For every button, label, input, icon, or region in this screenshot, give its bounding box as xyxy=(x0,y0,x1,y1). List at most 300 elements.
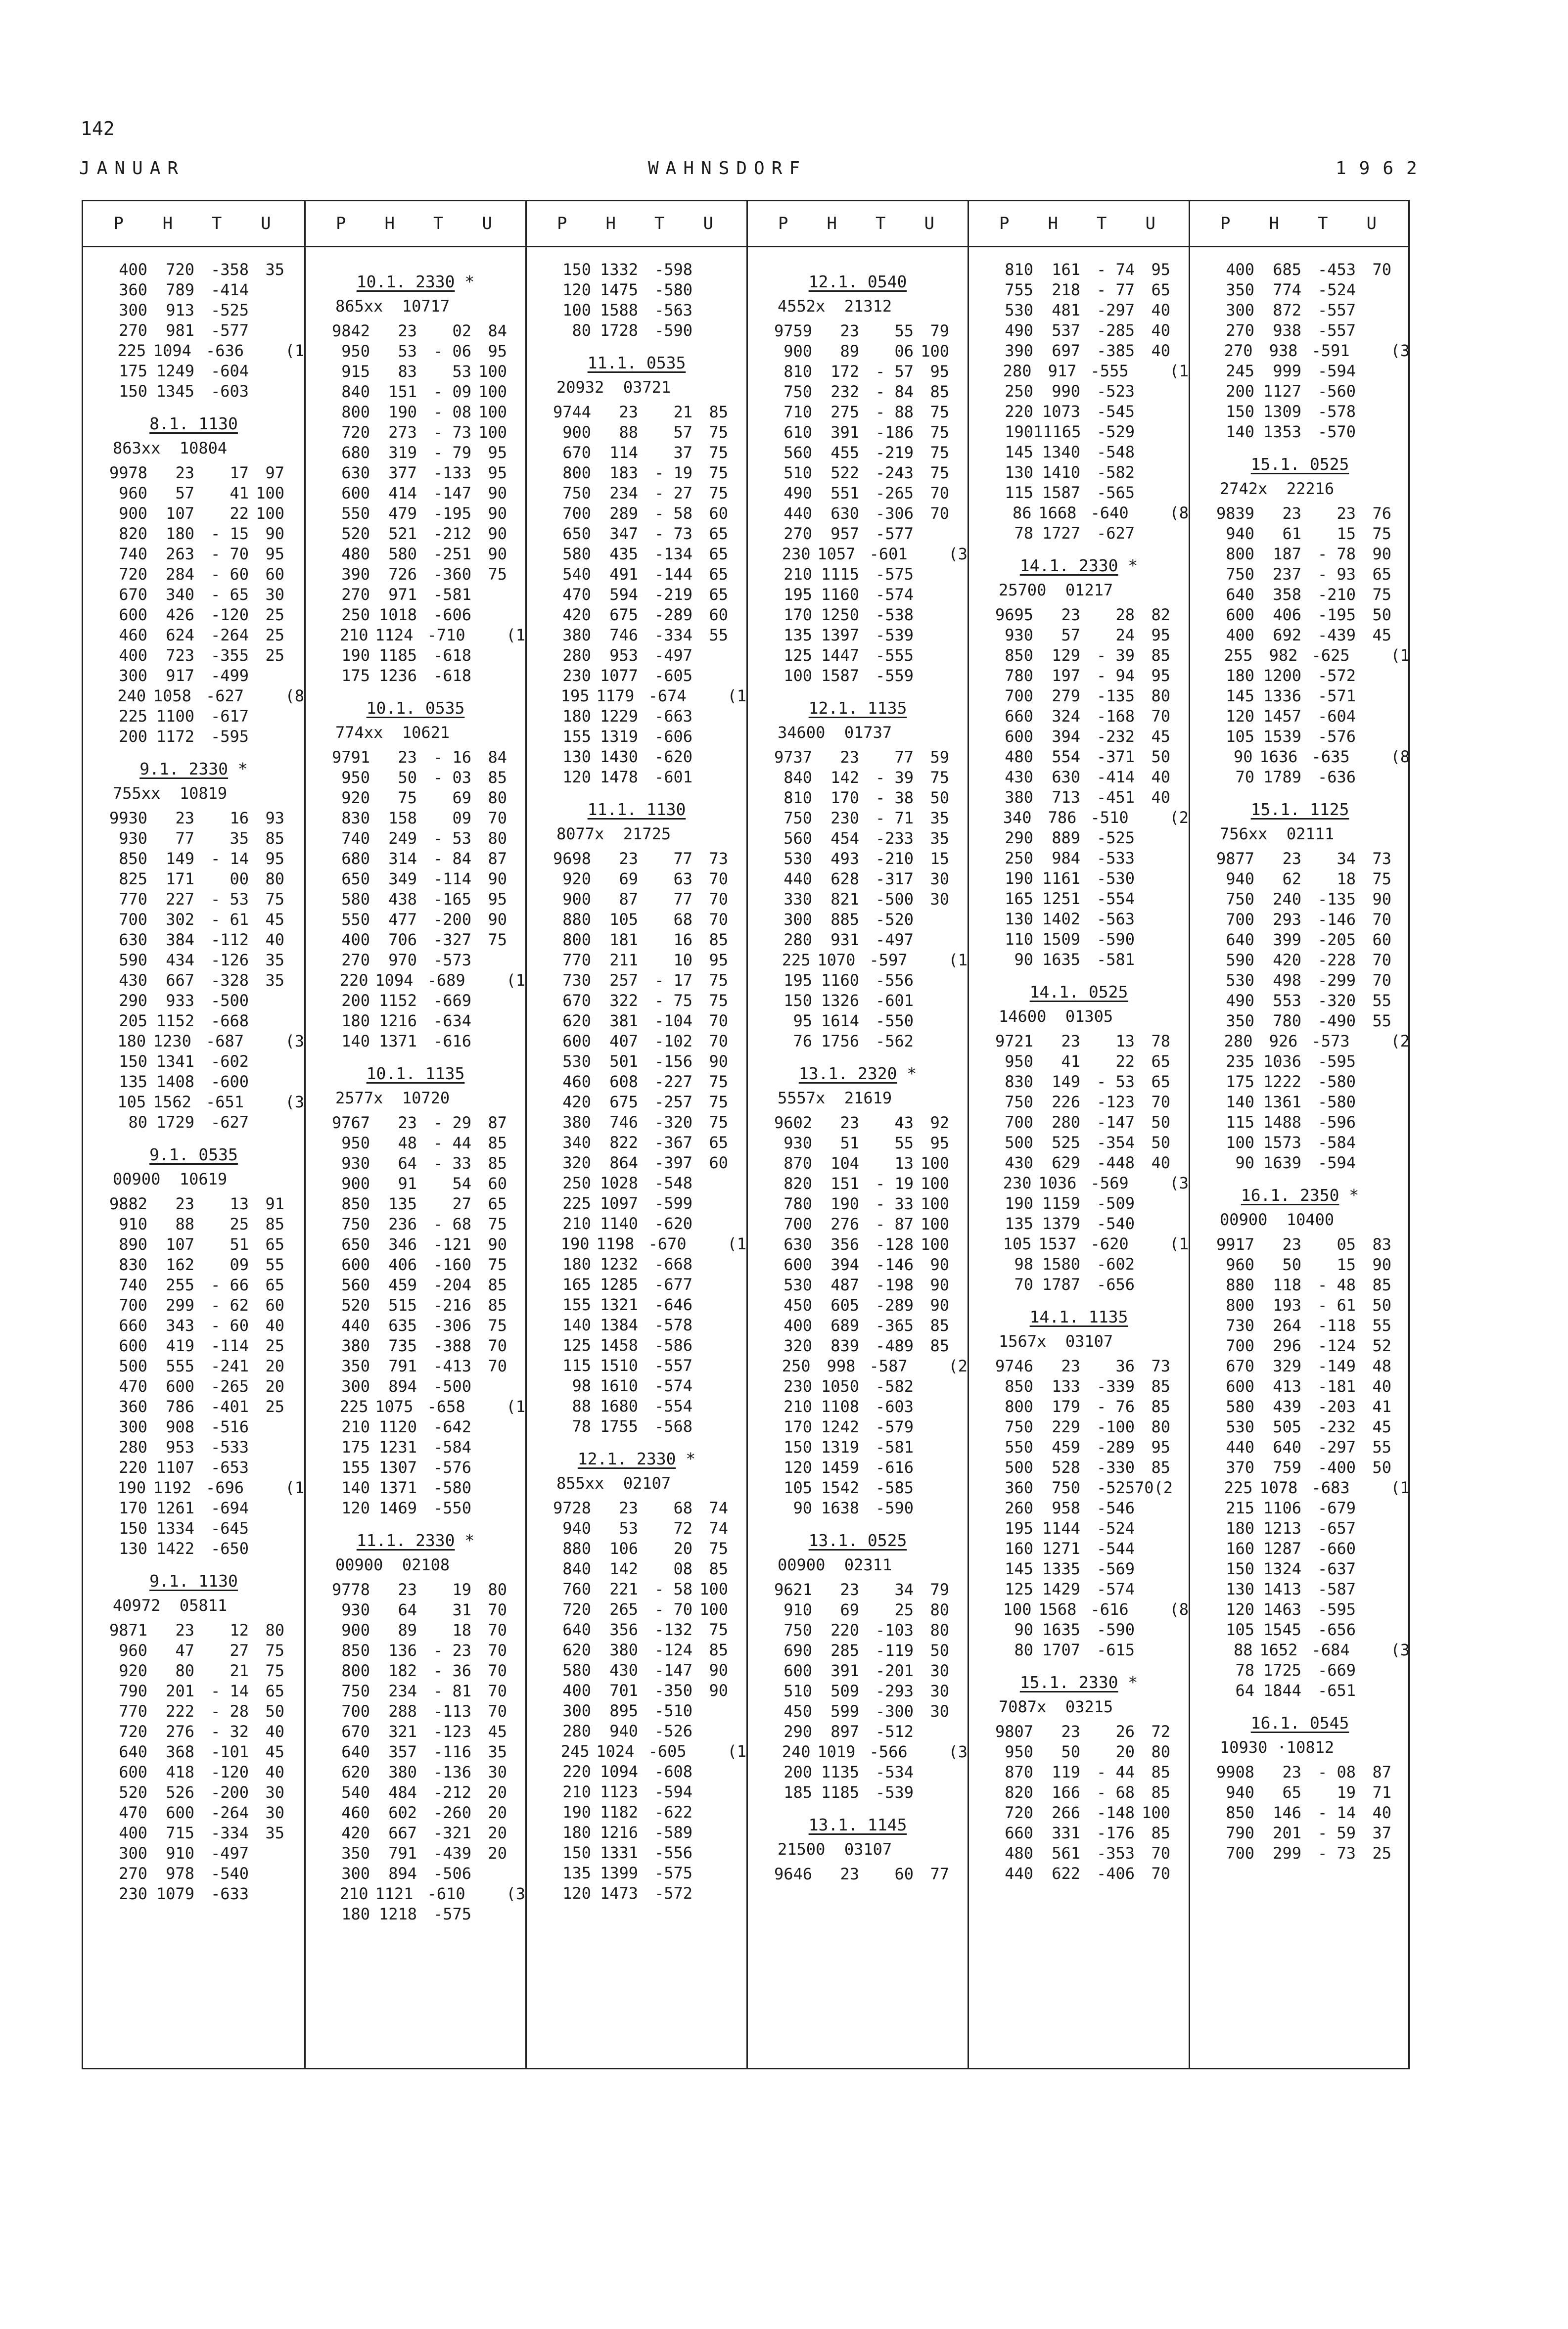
table-row xyxy=(969,909,1189,929)
table-row xyxy=(306,1031,525,1051)
cell-u: 50 xyxy=(1151,1112,1170,1132)
table-row xyxy=(969,421,1189,442)
table-row xyxy=(1190,665,1410,685)
cell-u: 65 xyxy=(709,524,728,543)
cell-h: 23 xyxy=(1061,1356,1080,1375)
header-month: JANUAR xyxy=(79,158,185,179)
cell-h: 1161 xyxy=(1042,868,1080,888)
column-header xyxy=(527,201,746,247)
footnote-marker: (1 xyxy=(506,625,525,644)
cell-p: 670 xyxy=(1226,1356,1254,1375)
cell-h: 1307 xyxy=(378,1458,417,1477)
cell-h: 106 xyxy=(609,1539,638,1558)
cell-p: 200 xyxy=(119,727,147,746)
cell-p: 620 xyxy=(562,1640,591,1659)
cell-t: -124 xyxy=(654,1640,692,1659)
cell-p: 270 xyxy=(341,950,370,969)
table-row xyxy=(969,1152,1189,1173)
star-marker: * xyxy=(455,1531,475,1550)
cell-u: 75 xyxy=(488,1255,507,1274)
cell-h: 459 xyxy=(1052,1437,1080,1457)
cell-h: 285 xyxy=(830,1641,859,1660)
cell-t: 06 xyxy=(894,341,914,361)
cell-t: -563 xyxy=(1096,909,1135,928)
cell-h: 377 xyxy=(388,463,417,482)
column-label: T xyxy=(211,214,222,233)
table-row xyxy=(969,259,1189,279)
table-row xyxy=(527,1010,746,1031)
cell-p: 420 xyxy=(341,1823,370,1842)
cell-h: 430 xyxy=(609,1660,638,1680)
cell-u: 20 xyxy=(488,1782,507,1802)
table-row xyxy=(83,523,304,544)
cell-h: 107 xyxy=(166,1234,194,1254)
sounding-code: 20932 03721 xyxy=(556,378,671,397)
table-row xyxy=(527,1842,746,1863)
cell-u: 74 xyxy=(709,1518,728,1538)
cell-h: 1019 xyxy=(817,1742,856,1761)
cell-t: -565 xyxy=(1096,483,1135,502)
cell-h: 1070 xyxy=(817,950,856,969)
cell-t: -595 xyxy=(1317,1051,1356,1071)
cell-p: 460 xyxy=(562,1072,591,1091)
cell-p: 175 xyxy=(119,361,147,380)
cell-u: 65 xyxy=(265,1275,284,1294)
cell-t: 77 xyxy=(673,849,692,868)
cell-p: 940 xyxy=(1226,869,1254,888)
cell-p: 300 xyxy=(1226,300,1254,320)
cell-p: 195 xyxy=(560,686,590,705)
sounding-header xyxy=(1190,442,1410,503)
cell-t: -300 xyxy=(875,1701,914,1721)
cell-u: 75 xyxy=(488,930,507,949)
cell-p: 760 xyxy=(562,1579,591,1598)
cell-p: 150 xyxy=(784,1437,812,1457)
cell-p: 700 xyxy=(341,1701,370,1721)
sounding-date-time: 11.1. 1130 xyxy=(587,800,686,819)
cell-p: 140 xyxy=(1226,1092,1254,1111)
cell-t: -539 xyxy=(875,1782,914,1802)
cell-p: 210 xyxy=(562,1214,591,1233)
cell-u: 85 xyxy=(488,1295,507,1315)
table-row xyxy=(306,1741,525,1762)
cell-u: 35 xyxy=(265,950,284,969)
cell-t: -590 xyxy=(1096,929,1135,949)
cell-p: 175 xyxy=(1226,1072,1254,1091)
table-row xyxy=(527,1619,746,1640)
footnote-marker: (1 xyxy=(285,1478,304,1497)
cell-p: 600 xyxy=(1005,727,1033,746)
cell-t: - 77 xyxy=(1096,280,1135,299)
cell-h: 1413 xyxy=(1263,1579,1301,1598)
cell-u: 75 xyxy=(709,443,728,462)
cell-p: 490 xyxy=(1005,320,1033,340)
cell-p: 830 xyxy=(119,1255,147,1274)
cell-t: -289 xyxy=(654,605,692,624)
table-row xyxy=(748,1173,968,1193)
table-row xyxy=(527,848,746,868)
table-row xyxy=(527,1599,746,1619)
cell-h: 237 xyxy=(1273,564,1301,584)
cell-h: 697 xyxy=(1052,341,1080,360)
table-row xyxy=(83,1234,304,1254)
table-row xyxy=(83,544,304,564)
footnote-marker: (8 xyxy=(1169,503,1189,522)
column-label: H xyxy=(384,214,395,233)
cell-u: 60 xyxy=(709,503,728,523)
cell-u: 71 xyxy=(1372,1782,1391,1802)
cell-t: -120 xyxy=(210,605,249,624)
cell-h: 908 xyxy=(166,1417,194,1436)
cell-h: 1024 xyxy=(596,1741,635,1761)
cell-t: -165 xyxy=(433,889,471,909)
table-row xyxy=(306,1315,525,1335)
cell-p: 180 xyxy=(1226,666,1254,685)
table-row xyxy=(1190,1498,1410,1518)
table-row xyxy=(748,1214,968,1234)
table-row xyxy=(1190,1112,1410,1132)
cell-p: 9930 xyxy=(109,808,147,827)
cell-h: 1707 xyxy=(1042,1640,1080,1659)
cell-t: -579 xyxy=(875,1417,914,1436)
cell-h: 399 xyxy=(1273,930,1301,949)
cell-p: 150 xyxy=(119,381,147,401)
cell-p: 730 xyxy=(562,970,591,990)
cell-p: 380 xyxy=(1005,787,1033,807)
cell-t: -668 xyxy=(210,1011,249,1030)
cell-h: 555 xyxy=(166,1356,194,1375)
cell-h: 1135 xyxy=(821,1762,859,1781)
cell-h: 135 xyxy=(388,1194,417,1213)
cell-u: 60 xyxy=(488,1174,507,1193)
column-label: T xyxy=(433,214,444,233)
cell-p: 630 xyxy=(341,463,370,482)
cell-p: 115 xyxy=(1005,483,1033,502)
cell-t: - 93 xyxy=(1317,564,1356,584)
table-row xyxy=(83,868,304,889)
cell-h: 528 xyxy=(1052,1458,1080,1477)
table-row xyxy=(1190,1538,1410,1558)
cell-t: -499 xyxy=(210,666,249,685)
table-row xyxy=(969,929,1189,949)
cell-h: 1094 xyxy=(375,970,414,990)
cell-h: 257 xyxy=(609,970,638,990)
cell-h: 1182 xyxy=(600,1802,638,1822)
table-row xyxy=(1190,1437,1410,1457)
cell-h: 746 xyxy=(609,625,638,644)
table-row xyxy=(969,665,1189,685)
cell-h: 1610 xyxy=(600,1376,638,1395)
cell-u: 70 xyxy=(709,1011,728,1030)
cell-p: 400 xyxy=(1226,260,1254,279)
cell-p: 820 xyxy=(119,524,147,543)
cell-t: 19 xyxy=(1337,1782,1356,1802)
cell-h: 1326 xyxy=(821,991,859,1010)
table-row xyxy=(748,1234,968,1254)
cell-p: 105 xyxy=(784,1478,812,1497)
cell-p: 390 xyxy=(1005,341,1033,360)
cell-p: 400 xyxy=(562,1681,591,1700)
cell-t: -544 xyxy=(1096,1539,1135,1558)
cell-u: 45 xyxy=(1372,1417,1391,1436)
table-row xyxy=(83,685,304,706)
cell-p: 560 xyxy=(784,443,812,462)
cell-p: 100 xyxy=(1226,1133,1254,1152)
table-row xyxy=(527,402,746,422)
cell-p: 135 xyxy=(562,1863,591,1882)
cell-p: 9646 xyxy=(774,1864,812,1883)
table-row xyxy=(527,1233,746,1254)
table-row xyxy=(748,1356,968,1376)
sounding-code: 34600 01737 xyxy=(778,723,892,742)
cell-t: - 76 xyxy=(1096,1397,1135,1416)
cell-p: 120 xyxy=(784,1458,812,1477)
cell-u: 85 xyxy=(1151,1823,1170,1842)
cell-t: -113 xyxy=(433,1701,471,1721)
cell-t: 13 xyxy=(230,1194,249,1213)
cell-p: 640 xyxy=(1226,930,1254,949)
cell-t: -540 xyxy=(1096,1214,1135,1233)
cell-t: -616 xyxy=(875,1458,914,1477)
cell-h: 227 xyxy=(166,889,194,909)
cell-t: -228 xyxy=(1317,950,1356,969)
cell-p: 720 xyxy=(341,422,370,442)
cell-u: 20 xyxy=(488,1843,507,1863)
cell-u: 20 xyxy=(488,1823,507,1842)
cell-h: 149 xyxy=(166,849,194,868)
cell-u: 100 xyxy=(921,1234,949,1254)
cell-h: 894 xyxy=(388,1376,417,1396)
cell-p: 135 xyxy=(784,625,812,644)
cell-h: 685 xyxy=(1273,260,1301,279)
cell-h: 608 xyxy=(609,1072,638,1091)
cell-t: -627 xyxy=(205,686,244,705)
cell-u: 82 xyxy=(1151,605,1170,624)
cell-u: 40 xyxy=(1151,767,1170,786)
sounding-date-time: 8.1. 1130 xyxy=(149,414,238,433)
table-row xyxy=(527,1741,746,1761)
cell-t: -293 xyxy=(875,1681,914,1700)
cell-p: 300 xyxy=(341,1864,370,1883)
cell-u: 50 xyxy=(1372,605,1391,624)
cell-p: 115 xyxy=(562,1356,591,1375)
cell-p: 320 xyxy=(784,1336,812,1355)
cell-p: 245 xyxy=(1226,361,1254,380)
cell-u: 50 xyxy=(1151,1133,1170,1152)
table-row xyxy=(83,909,304,929)
cell-h: 105 xyxy=(609,910,638,929)
cell-h: 1094 xyxy=(600,1762,638,1781)
cell-h: 1539 xyxy=(1263,727,1301,746)
cell-h: 484 xyxy=(388,1782,417,1802)
cell-p: 460 xyxy=(119,625,147,644)
table-row xyxy=(1190,1762,1410,1782)
table-row xyxy=(969,604,1189,625)
table-row xyxy=(748,1193,968,1214)
table-row xyxy=(969,442,1189,462)
table-row xyxy=(306,1153,525,1173)
table-row xyxy=(527,1396,746,1416)
cell-h: 23 xyxy=(840,1580,859,1599)
cell-p: 125 xyxy=(784,645,812,665)
cell-p: 80 xyxy=(572,320,591,340)
cell-u: 37 xyxy=(1372,1823,1391,1842)
cell-t: -134 xyxy=(654,544,692,563)
cell-h: 69 xyxy=(619,869,638,888)
sounding-code: 2742x 22216 xyxy=(1220,479,1335,498)
cell-t: -360 xyxy=(433,564,471,584)
cell-h: 635 xyxy=(388,1316,417,1335)
cell-t: -610 xyxy=(427,1884,465,1903)
table-row xyxy=(306,604,525,625)
cell-t: 15 xyxy=(1337,524,1356,543)
table-row xyxy=(748,1640,968,1660)
cell-h: 1073 xyxy=(1042,402,1080,421)
cell-h: 181 xyxy=(609,930,638,949)
cell-u: 40 xyxy=(265,930,284,949)
cell-h: 136 xyxy=(388,1641,417,1660)
cell-t: 26 xyxy=(1115,1722,1135,1741)
cell-t: -591 xyxy=(1311,341,1350,360)
cell-t: -635 xyxy=(1311,747,1350,766)
sounding-header xyxy=(83,1558,304,1620)
cell-h: 1459 xyxy=(821,1458,859,1477)
cell-t: - 06 xyxy=(433,341,471,361)
cell-h: 885 xyxy=(830,910,859,929)
cell-p: 150 xyxy=(784,991,812,1010)
cell-t: -355 xyxy=(210,645,249,665)
cell-t: -559 xyxy=(875,666,914,685)
cell-u: 90 xyxy=(488,869,507,888)
cell-p: 9791 xyxy=(331,747,370,767)
cell-t: -625 xyxy=(1311,645,1350,665)
cell-u: 85 xyxy=(265,1214,284,1233)
cell-u: 75 xyxy=(930,768,949,787)
cell-p: 850 xyxy=(341,1641,370,1660)
cell-p: 490 xyxy=(784,483,812,502)
cell-h: 1410 xyxy=(1042,462,1080,482)
table-row xyxy=(969,1538,1189,1558)
cell-t: -510 xyxy=(1090,808,1129,827)
table-row xyxy=(306,584,525,604)
cell-h: 180 xyxy=(166,524,194,543)
table-row xyxy=(748,1498,968,1518)
table-row xyxy=(527,1802,746,1822)
cell-h: 786 xyxy=(1048,808,1077,827)
cell-p: 580 xyxy=(341,889,370,909)
table-row xyxy=(306,929,525,950)
cell-h: 1232 xyxy=(600,1254,638,1274)
cell-t: 53 xyxy=(452,362,471,381)
cell-h: 1140 xyxy=(600,1214,638,1233)
cell-h: 263 xyxy=(166,544,194,563)
cell-u: 65 xyxy=(1372,564,1391,584)
cell-u: 100 xyxy=(478,422,507,442)
cell-t: 24 xyxy=(1115,625,1135,644)
cell-u: 95 xyxy=(1151,260,1170,279)
cell-p: 9621 xyxy=(774,1580,812,1599)
cell-h: 1050 xyxy=(821,1376,859,1396)
table-row xyxy=(748,1416,968,1437)
cell-u: 75 xyxy=(488,1214,507,1233)
table-row xyxy=(306,1640,525,1660)
cell-p: 400 xyxy=(784,1316,812,1335)
table-row xyxy=(83,889,304,909)
table-row xyxy=(83,1843,304,1863)
table-row xyxy=(1190,1457,1410,1477)
cell-u: 45 xyxy=(1151,727,1170,746)
cell-t: -545 xyxy=(1096,402,1135,421)
table-row xyxy=(83,1762,304,1782)
sounding-date-time: 13.1. 2320 xyxy=(798,1064,897,1083)
cell-p: 220 xyxy=(119,1458,147,1477)
table-row xyxy=(83,340,304,361)
sounding-code: 00900 02108 xyxy=(335,1555,450,1574)
table-row xyxy=(1190,746,1410,767)
cell-t: - 87 xyxy=(875,1214,914,1233)
cell-h: 380 xyxy=(609,1640,638,1659)
cell-t: -116 xyxy=(433,1742,471,1761)
table-row xyxy=(969,1721,1189,1741)
cell-t: -210 xyxy=(875,849,914,868)
cell-t: -147 xyxy=(1096,1112,1135,1132)
table-row xyxy=(527,1822,746,1842)
cell-t: -397 xyxy=(654,1153,692,1172)
cell-h: 276 xyxy=(830,1214,859,1233)
cell-t: -656 xyxy=(1096,1275,1135,1294)
cell-h: 151 xyxy=(830,1174,859,1193)
cell-u: 70 xyxy=(1372,910,1391,929)
cell-p: 180 xyxy=(562,1254,591,1274)
cell-t: - 17 xyxy=(654,970,692,990)
sounding-date-time: 15.1. 1125 xyxy=(1250,800,1349,819)
cell-t: - 61 xyxy=(1317,1295,1356,1315)
cell-p: 600 xyxy=(1226,1376,1254,1396)
cell-p: 150 xyxy=(562,260,591,279)
cell-p: 590 xyxy=(119,950,147,969)
cell-h: 479 xyxy=(388,503,417,523)
cell-t: 00 xyxy=(230,869,249,888)
cell-h: 64 xyxy=(398,1600,417,1619)
cell-u: 45 xyxy=(265,1742,284,1761)
cell-p: 740 xyxy=(119,544,147,563)
table-row xyxy=(306,848,525,868)
cell-h: 406 xyxy=(1273,605,1301,624)
cell-p: 880 xyxy=(562,1539,591,1558)
table-row xyxy=(1190,1051,1410,1071)
cell-t: - 44 xyxy=(433,1133,471,1152)
footnote-marker: (1 xyxy=(1390,1478,1410,1497)
table-row xyxy=(748,1254,968,1275)
table-row xyxy=(306,523,525,544)
cell-p: 9737 xyxy=(774,747,812,767)
table-row xyxy=(1190,1335,1410,1356)
cell-h: 910 xyxy=(166,1843,194,1863)
cell-t: - 09 xyxy=(433,382,471,401)
cell-u: 70 xyxy=(1372,950,1391,969)
cell-h: 487 xyxy=(830,1275,859,1294)
cell-p: 76 xyxy=(793,1031,812,1050)
cell-p: 800 xyxy=(1226,544,1254,563)
table-row xyxy=(306,1802,525,1823)
cell-t: -602 xyxy=(1096,1254,1135,1274)
cell-t: -601 xyxy=(654,767,692,786)
sounding-header xyxy=(527,787,746,848)
table-row xyxy=(83,1356,304,1376)
cell-p: 390 xyxy=(341,564,370,584)
sounding-date-time: 10.1. 0535 xyxy=(366,698,465,718)
table-row xyxy=(527,1315,746,1335)
